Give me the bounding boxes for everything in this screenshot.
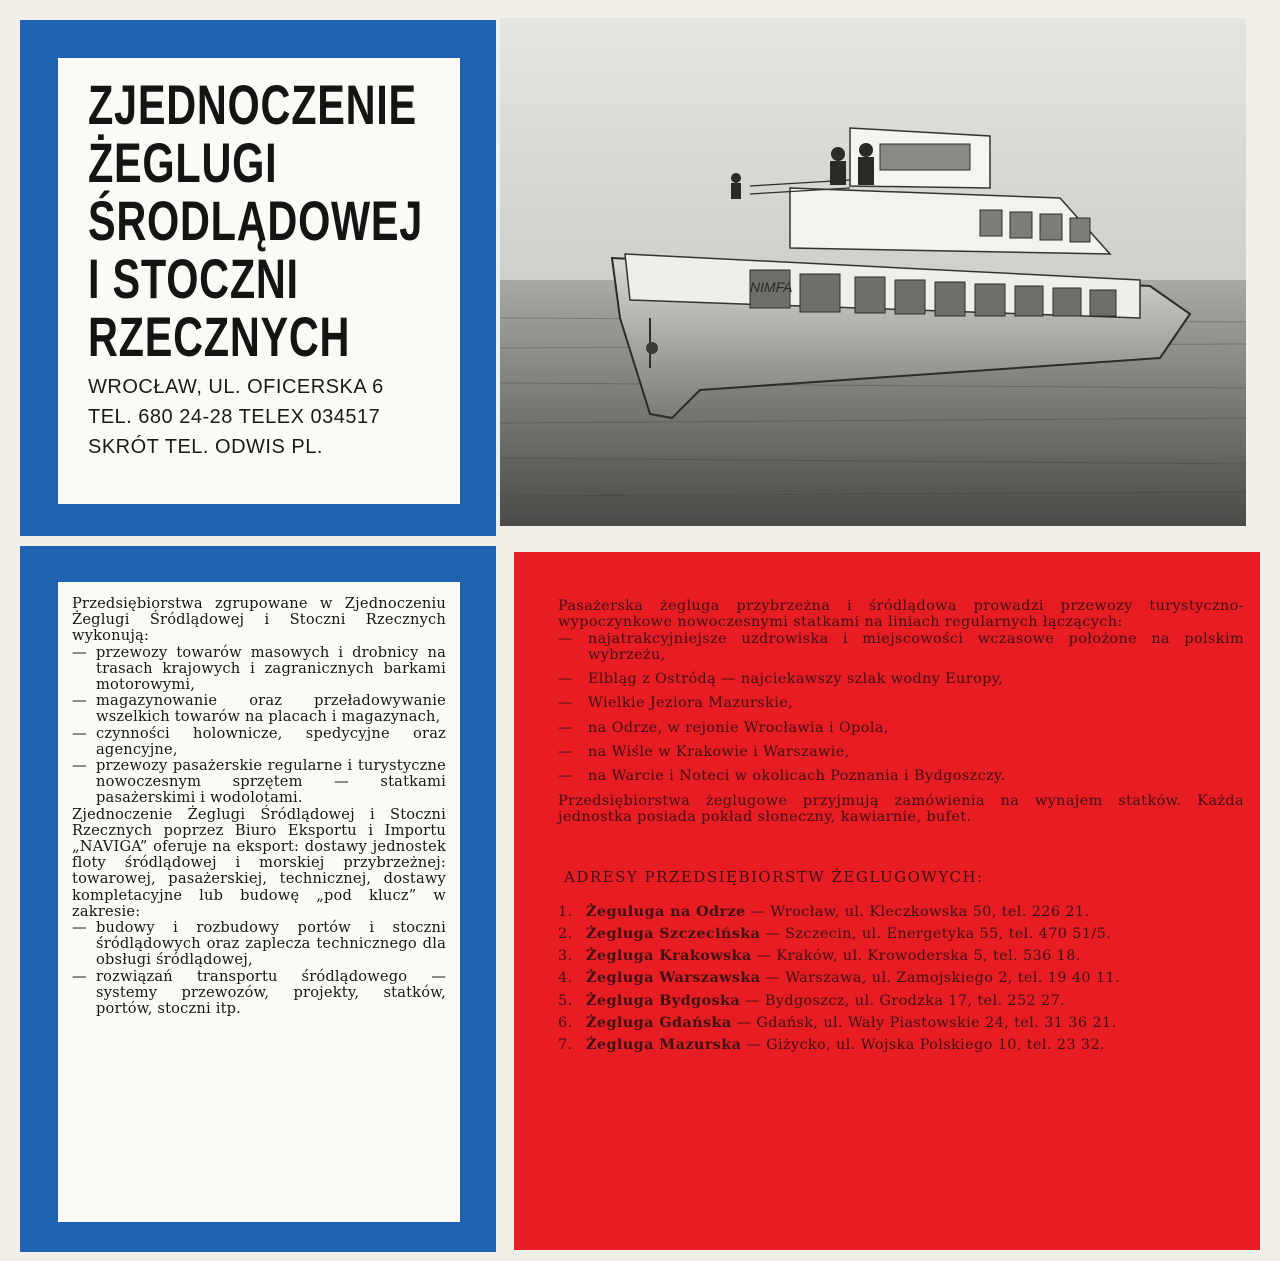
addresses-heading: ADRESY PRZEDSIĘBIORSTW ŻEGLUGOWYCH: — [564, 868, 984, 887]
company-name-line: ŻEGLUGI — [88, 131, 278, 194]
address-number: 3. — [558, 948, 573, 965]
services-card — [58, 582, 460, 1222]
address-detail: — Szczecin, ul. Energetyka 55, tel. 470 51/5. — [760, 925, 1112, 942]
address-number: 6. — [558, 1015, 573, 1032]
services-item: — czynności holownicze, spedycyjne oraz agencyjne, — [72, 726, 446, 758]
address-company: Żegluga Mazurska — [586, 1036, 742, 1054]
route-item: — na Odrze, w rejonie Wrocławia i Opola, — [558, 720, 1244, 736]
address-company: Żegluga Krakowska — [586, 947, 752, 965]
route-item: — na Wiśle w Krakowie i Warszawie, — [558, 744, 1244, 760]
address-item — [558, 1037, 1244, 1053]
address-item — [558, 948, 1244, 964]
export-item: — budowy i rozbudowy portów i stoczni śródlądowych oraz zaplecza technicznego dla obsługi śródlądowej, — [72, 920, 446, 969]
passenger-text — [558, 598, 1244, 1054]
route-item: — Elbląg z Ostródą — najciekawszy szlak wodny Europy, — [558, 671, 1244, 687]
services-list — [72, 645, 446, 807]
ship-name-label: NIMFA — [750, 279, 793, 295]
route-item: — na Warcie i Noteci w okolicach Poznania i Bydgoszczy. — [558, 768, 1244, 784]
ship-photo-drawing — [500, 18, 1246, 526]
passenger-intro: Pasażerska żegluga przybrzeżna i śródlądowa prowadzi przewozy turystyczno-wypoczynkowe nowoczesnymi statkami na liniach regularnych łączących: — [558, 598, 1244, 631]
ship-photo — [500, 18, 1246, 526]
address-item — [558, 926, 1244, 942]
address-detail: — Gdańsk, ul. Wały Piastowskie 24, tel. 31 36 21. — [731, 1015, 1117, 1032]
services-item: — przewozy towarów masowych i drobnicy na trasach krajowych i zagranicznych barkami motorowymi, — [72, 645, 446, 694]
company-name-line: RZECZNYCH — [88, 305, 351, 368]
address-number: 7. — [558, 1037, 573, 1054]
address-number: 4. — [558, 970, 573, 987]
route-list — [558, 631, 1244, 785]
address-item — [558, 1015, 1244, 1031]
address-number: 1. — [558, 903, 573, 920]
export-intro: Zjednoczenie Żeglugi Śródlądowej i Stoczni Rzecznych poprzez Biuro Eksportu i Importu „NAVIGA” oferuje na eksport: dostawy jednostek floty śródlądowej i morskiej przybrzeżnej: towarowej, pasażerskiej, technicznej, dostawy kompletacyjne lub budowę „pod klucz” w zakresie: — [72, 805, 446, 920]
address-detail: — Wrocław, ul. Kleczkowska 50, tel. 226 21. — [745, 903, 1090, 920]
address-item — [558, 993, 1244, 1009]
contact-info — [88, 372, 450, 462]
company-short-code: SKRÓT TEL. ODWIS PL. — [88, 436, 323, 458]
export-item: — rozwiązań transportu śródlądowego — systemy przewozów, projekty, statków, portów, stoczni itp. — [72, 969, 446, 1018]
services-item: — przewozy pasażerskie regularne i turystyczne nowoczesnym sprzętem — statkami pasażerskimi i wodolotami. — [72, 758, 446, 807]
address-company: Żegluga Warszawska — [586, 969, 761, 987]
route-item: — najatrakcyjniejsze uzdrowiska i miejscowości wczasowe położone na polskim wybrzeżu, — [558, 631, 1244, 664]
services-intro: Przedsiębiorstwa zgrupowane w Zjednoczeniu Żeglugi Śródlądowej i Stoczni Rzecznych wykonują: — [72, 595, 446, 645]
services-text — [72, 596, 446, 1017]
address-company: Żeguluga na Odrze — [586, 902, 746, 920]
address-detail: — Warszawa, ul. Zamojskiego 2, tel. 19 40 11. — [760, 970, 1121, 987]
address-detail: — Kraków, ul. Krowoderska 5, tel. 536 18. — [751, 948, 1081, 965]
route-item: — Wielkie Jeziora Mazurskie, — [558, 695, 1244, 711]
company-phone: TEL. 680 24-28 TELEX 034517 — [88, 406, 381, 428]
services-item: — magazynowanie oraz przeładowywanie wszelkich towarów na placach i magazynach, — [72, 693, 446, 725]
export-list — [72, 920, 446, 1017]
address-company: Żegluga Gdańska — [586, 1014, 732, 1032]
address-item — [558, 904, 1244, 920]
company-name — [88, 73, 424, 368]
address-detail: — Bydgoszcz, ul. Grodzka 17, tel. 252 27. — [740, 992, 1066, 1009]
address-number: 2. — [558, 925, 573, 942]
company-name-line: ZJEDNOCZENIE — [88, 73, 417, 136]
address-company: Żegluga Bydgoska — [586, 991, 741, 1009]
passenger-outro: Przedsiębiorstwa żeglugowe przyjmują zamówienia na wynajem statków. Każda jednostka posiada pokład słoneczny, kawiarnie, bufet. — [558, 792, 1244, 825]
company-name-line: ŚRODLĄDOWEJ — [88, 189, 424, 252]
company-address: WROCŁAW, UL. OFICERSKA 6 — [88, 376, 384, 398]
company-name-line: I STOCZNI — [88, 247, 299, 310]
address-item — [558, 970, 1244, 986]
address-detail: — Giżycko, ul. Wojska Polskiego 10, tel. 23 32. — [741, 1037, 1106, 1054]
address-list — [558, 904, 1244, 1054]
header-card — [58, 58, 460, 504]
address-company: Żegluga Szczecińska — [586, 924, 761, 942]
address-number: 5. — [558, 992, 573, 1009]
passenger-panel — [514, 552, 1260, 1250]
